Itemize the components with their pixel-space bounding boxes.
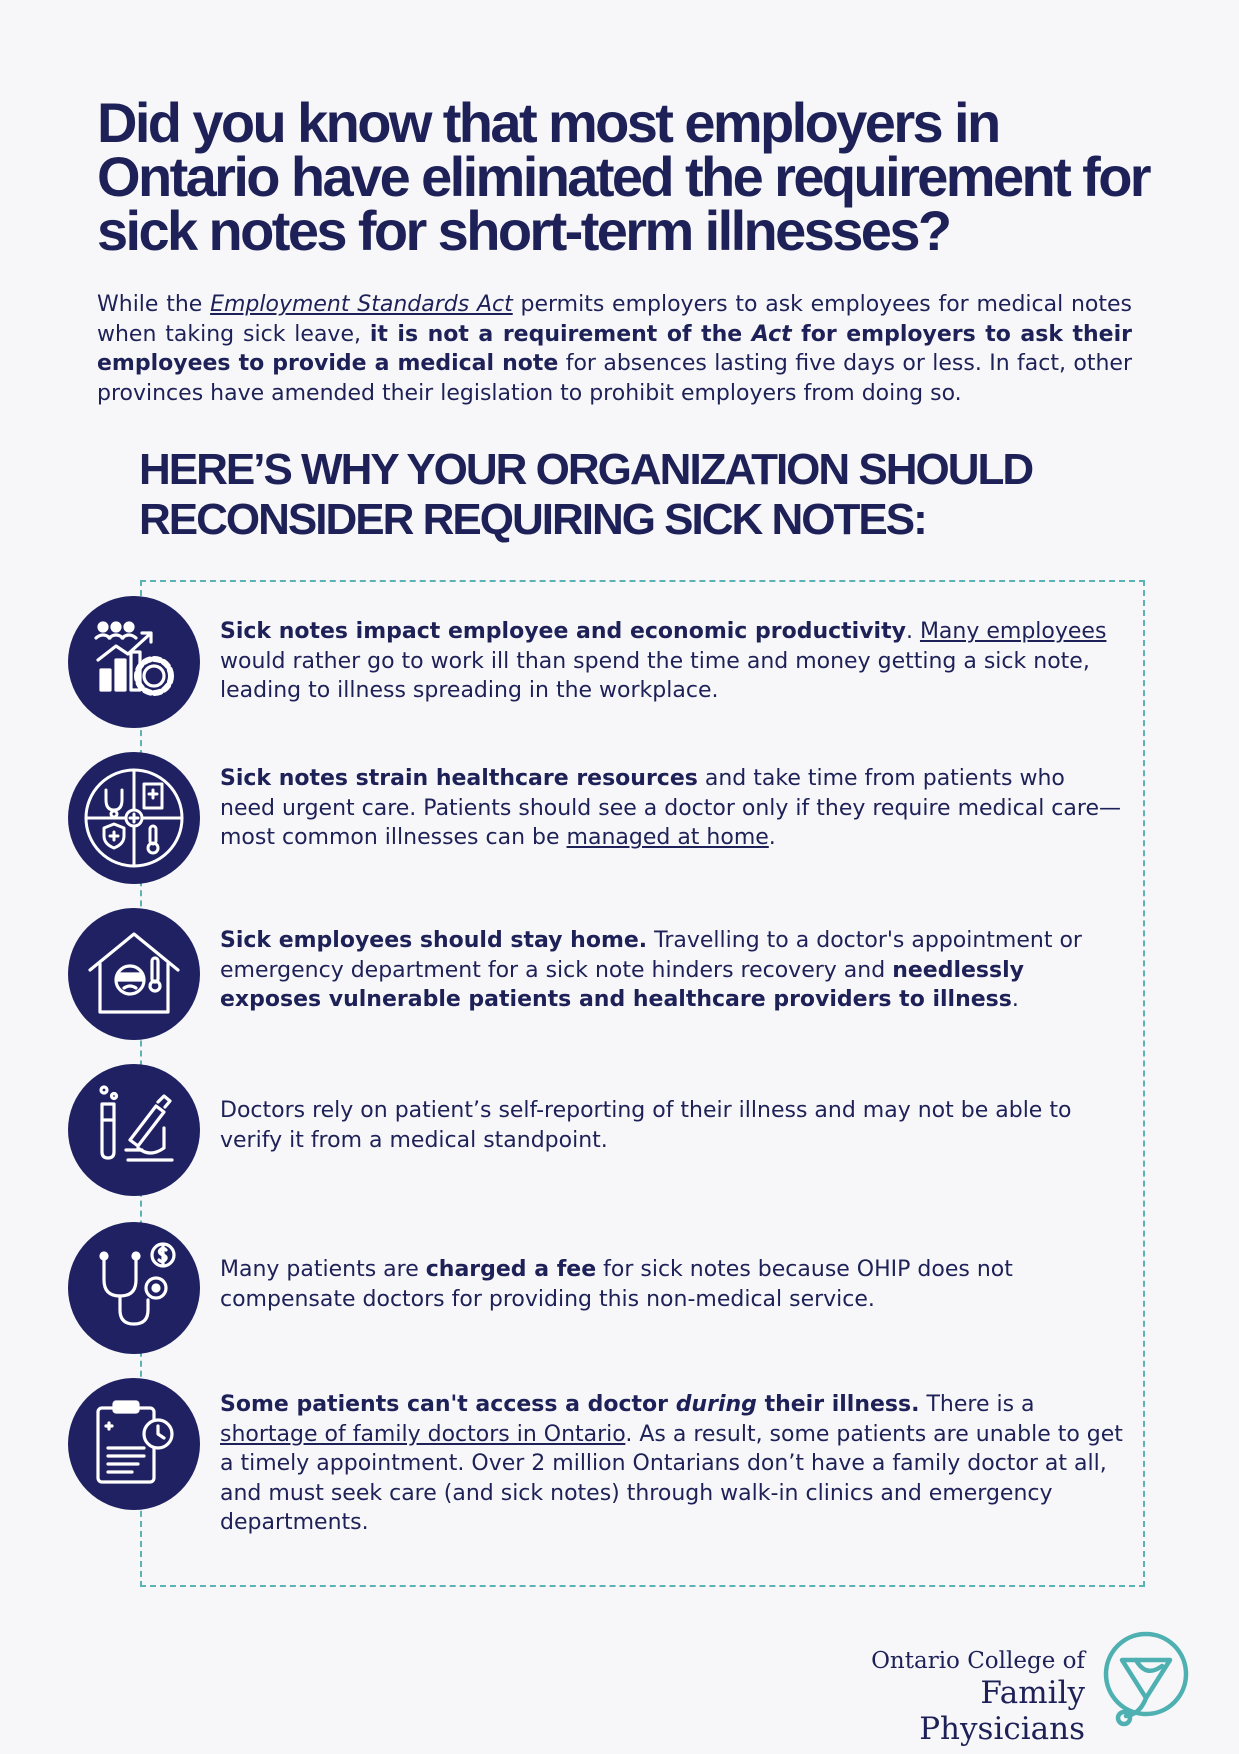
item-5-text-1: Many patients are — [220, 1257, 426, 1282]
many-employees-link[interactable]: Many employees — [919, 619, 1107, 644]
intro-text-2: permits employers to ask employees for medical notes when taking sick leave, — [97, 292, 1132, 347]
productivity-icon — [68, 596, 200, 728]
reason-item-stay-home — [220, 926, 1125, 1015]
reason-item-healthcare-resources — [220, 764, 1125, 853]
sick-at-home-icon — [68, 908, 200, 1040]
item-1-bold: Sick notes impact employee and economic productivity — [220, 619, 906, 644]
item-2-text-1: and take time from patients who need urgent care. Patients should see a doctor only if they require medical care—most common illnesses can be — [220, 766, 1121, 850]
clipboard-clock-icon — [68, 1378, 200, 1510]
page-headline: Did you know that most employers in Ontario have eliminated the requirement for sick notes for short-term illnesses? — [97, 91, 1150, 262]
item-6-bold-italic: during — [675, 1392, 757, 1417]
intro-text-1: While the — [97, 292, 211, 317]
employment-standards-act-link[interactable]: Employment Standards Act — [210, 292, 513, 317]
logo-line-1: Ontario College of — [871, 1648, 1085, 1674]
item-3-text-1: Travelling to a doctor's appointment or emergency department for a sick note hinders recovery and — [220, 928, 1082, 983]
item-5-bold: charged a fee — [425, 1257, 597, 1282]
managed-at-home-link[interactable]: managed at home — [566, 825, 769, 850]
microscope-icon — [68, 1064, 200, 1196]
item-1-text-2: would rather go to work ill than spend the time and money getting a sick note, leading to illness spreading in the workplace. — [220, 648, 1090, 703]
item-4-text: Doctors rely on patient’s self-reporting of their illness and may not be able to verify it from a medical standpoint. — [220, 1098, 1072, 1153]
reason-item-productivity — [220, 617, 1125, 706]
ocfp-logo-text — [820, 1647, 1085, 1747]
item-6-text-2: . As a result, some patients are unable to get a timely appointment. Over 2 million Ontarians don’t have a family doctor at all, and must seek care (and sick notes) through walk-in clinics and emergency departments. — [220, 1421, 1123, 1535]
reason-item-fee — [220, 1255, 1125, 1314]
reason-item-access — [220, 1390, 1125, 1538]
intro-bold-1: it is not a requirement of the — [369, 321, 752, 347]
item-6-bold-a: Some patients can't access a doctor — [220, 1392, 676, 1417]
reason-item-self-reporting — [220, 1096, 1125, 1155]
item-6-bold-b: their illness. — [756, 1392, 920, 1417]
intro-bold-2: for employers to ask their employees to provide a medical note — [97, 321, 1132, 376]
item-5-text-2: for sick notes because OHIP does not compensate doctors for providing this non-medical service. — [220, 1257, 1013, 1312]
stethoscope-dollar-icon — [68, 1222, 200, 1354]
item-2-bold: Sick notes strain healthcare resources — [220, 766, 698, 791]
item-3-bold-2: needlessly exposes vulnerable patients and healthcare providers to illness — [220, 957, 1024, 1012]
item-6-text-1: There is a — [919, 1392, 1035, 1417]
item-3-text-2: . — [1011, 987, 1019, 1012]
shortage-of-family-doctors-link[interactable]: shortage of family doctors in Ontario — [220, 1421, 626, 1447]
healthcare-resources-icon — [68, 752, 200, 884]
item-2-text-2: . — [768, 825, 776, 850]
section-subheading: HERE’S WHY YOUR ORGANIZATION SHOULD RECONSIDER REQUIRING SICK NOTES: — [139, 445, 1033, 544]
item-1-text-1: . — [905, 619, 920, 644]
ocfp-logo-icon — [1096, 1626, 1196, 1730]
intro-text-3: for absences lasting five days or less. In fact, other provinces have amended their legislation to prohibit employers from doing so. — [97, 351, 1132, 406]
logo-line-2: Family Physicians — [919, 1675, 1085, 1747]
intro-bold-italic-act: Act — [751, 321, 792, 347]
intro-paragraph — [97, 290, 1132, 408]
item-3-bold: Sick employees should stay home. — [220, 928, 648, 953]
